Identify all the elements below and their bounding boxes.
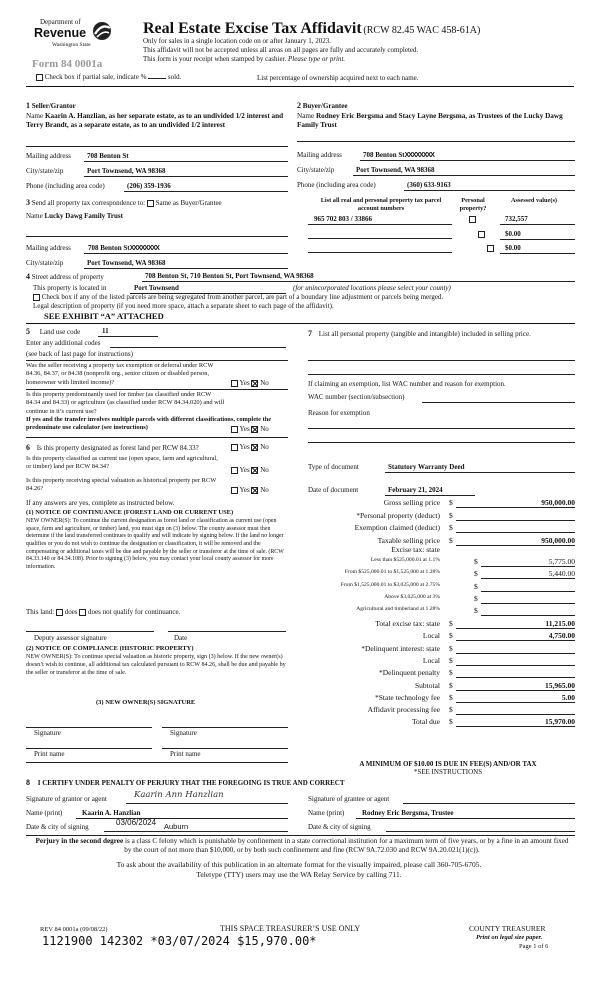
parcel-col-personal: Personal property? bbox=[459, 197, 487, 212]
tax-tier-4-dollar: $ bbox=[474, 606, 478, 616]
total-row-6-value[interactable]: 5.00 bbox=[561, 692, 575, 702]
certify-label: I CERTIFY UNDER PENALTY OF PERJURY THAT THE FOREGOING IS TRUE AND CORRECT bbox=[37, 779, 345, 787]
section7-num: 7 bbox=[308, 329, 312, 338]
segregated-checkbox[interactable] bbox=[33, 294, 40, 301]
forest-yes-checkbox[interactable] bbox=[231, 444, 238, 451]
exemption-question: Was the seller receiving a property tax exemption or deferral under RCW 84.36, 84.37, or 84.38 (nonprofit org., senior citizen or disabled person, homeowner with limited income)? bbox=[26, 362, 214, 386]
timber-question-bold: If yes and the transfer involves multiple parcels with different classifications, complete the predominate use calculator (see instructions) bbox=[26, 416, 272, 432]
segregated-row bbox=[33, 293, 578, 301]
buyer-mailing-struck: XXXXXXXX bbox=[404, 152, 434, 159]
washington-state-text: Washington State bbox=[52, 42, 91, 48]
dor-swirl-icon bbox=[90, 21, 114, 41]
notice-continuance-body: NEW OWNER(S): To continue the current designation as forest land or classification as current use (open space, farm and agriculture, or timber) land, you must sign on (3) below. The county assessor must then determine if the land transferred continues to qualify and will indicate by signing below. If the land no longer qualifies or you do not wish to continue the designation or classification, it will be removed and the compensating or additional taxes will be due and payable by the seller or transferor at the time of sale. (RCW 84.33.140 or 84.34.108). Prior to signing (3) below, you may contact your local county assessor for more information. bbox=[26, 518, 284, 571]
calc-row-2-dollar: $ bbox=[449, 523, 453, 532]
seller-heading: Seller/Grantor bbox=[31, 102, 76, 110]
total-row-0-value[interactable]: 11,215.00 bbox=[545, 619, 575, 628]
does-not-label: does not qualify for continuance. bbox=[88, 608, 181, 616]
seller-name-label: Name bbox=[26, 112, 44, 120]
send-to-city-value[interactable]: Port Townsend, WA 98368 bbox=[87, 259, 166, 267]
property-num: 4 bbox=[26, 272, 30, 281]
send-to-name-value: Lucky Dawg Family Trust bbox=[44, 212, 123, 220]
minimum-due-note: A MINIMUM OF $10.00 IS DUE IN FEE(S) AND/OR TAX bbox=[359, 760, 537, 768]
send-to-label: Send all property tax correspondence to: bbox=[31, 199, 146, 207]
section5-num: 5 bbox=[26, 327, 30, 336]
personal-property-label: List all personal property (tangible and intangible) included in selling price. bbox=[318, 330, 531, 338]
perjury-text: is a class C felony which is punishable by confinement in a state correctional institution for a maximum term of five years, or by a fine in an amount fixed by the court of not more than $10,000, or by both such confinement and fine (RCW 9A.72.030 and RCW 9A.20.021(1)(c)). bbox=[123, 837, 569, 855]
grantee-name-value[interactable]: Rodney Eric Bergsma, Trustee bbox=[362, 809, 454, 817]
buyer-mailing-text: 708 Benton St bbox=[363, 151, 405, 159]
exemption-yes-checkbox[interactable] bbox=[231, 380, 238, 387]
partial-sale-label: Check box if partial sale, indicate % bbox=[44, 73, 147, 81]
yes-label: Yes bbox=[239, 466, 250, 474]
total-row-1-label: Local bbox=[422, 631, 440, 641]
page-number: Page 1 of 6 bbox=[519, 943, 549, 950]
see-instructions-note: *SEE INSTRUCTIONS bbox=[413, 768, 483, 776]
grantee-signature-label: Signature of grantee or agent bbox=[308, 795, 390, 803]
parcel-col-accounts: List all real and personal property tax parcel account numbers bbox=[320, 197, 442, 212]
seller-city-label: City/state/zip bbox=[26, 167, 64, 175]
exemption-reason-label: Reason for exemption bbox=[308, 409, 370, 417]
exemption-no-checkbox[interactable] bbox=[251, 380, 258, 387]
deputy-signature-label: Deputy assessor signature bbox=[34, 634, 107, 642]
grantor-date-city-label: Date & city of signing bbox=[26, 823, 89, 831]
buyer-name-value: Rodney Eric Bergsma and Stacy Layne Bergsma, as Trustees of the Lucky Dawg Family Trust bbox=[297, 112, 563, 129]
property-address-row bbox=[26, 272, 104, 282]
document-type-value[interactable]: Statutory Warranty Deed bbox=[388, 463, 465, 471]
historic-question: Is this property receiving special valuation as historical property per RCW 84.26? bbox=[26, 477, 217, 493]
section8-num: 8 bbox=[26, 778, 30, 787]
send-to-mailing-value[interactable] bbox=[88, 244, 159, 253]
tax-tier-1-label: From $525,000.01 to $1,525,000 at 1.28% bbox=[344, 569, 440, 576]
send-to-mailing-struck: XXXXXXXX bbox=[129, 245, 159, 252]
parcel-personal-checkbox-3[interactable] bbox=[487, 245, 494, 252]
buyer-city-value[interactable]: Port Townsend, WA 98368 bbox=[356, 166, 435, 174]
timber-yes-no bbox=[231, 425, 269, 433]
county-treasurer-label: COUNTY TREASURER bbox=[469, 924, 546, 933]
perjury-notice bbox=[34, 837, 570, 856]
seller-mailing-label: Mailing address bbox=[26, 152, 71, 160]
total-row-5-label: Subtotal bbox=[414, 680, 440, 690]
tax-tier-0-value[interactable]: 5,775.00 bbox=[548, 557, 575, 566]
current-use-yes-checkbox[interactable] bbox=[231, 467, 238, 474]
seller-section bbox=[26, 101, 288, 111]
partial-sale-checkbox[interactable] bbox=[36, 74, 43, 81]
same-as-buyer-label: Same as Buyer/Grantee bbox=[155, 199, 222, 207]
total-row-8-label: Total due bbox=[411, 717, 440, 727]
calc-row-0-label: Gross selling price bbox=[383, 498, 440, 507]
send-to-name-field[interactable] bbox=[26, 212, 123, 220]
total-row-2-label: *Delinquent interest: state bbox=[361, 643, 440, 653]
dept-of-text: Department of bbox=[40, 18, 81, 26]
total-row-5-value[interactable]: 15,965.00 bbox=[545, 680, 575, 690]
does-checkbox[interactable] bbox=[56, 609, 63, 616]
property-address-label: Street address of property bbox=[31, 273, 104, 281]
total-row-6-dollar: $ bbox=[449, 692, 453, 702]
calc-row-0-value[interactable]: 950,000.00 bbox=[541, 498, 575, 507]
grantor-date-value[interactable]: 03/06/2024 bbox=[116, 818, 157, 827]
owner-signature-label-2: Signature bbox=[170, 729, 197, 737]
buyer-phone-value[interactable]: (360) 633-9163 bbox=[407, 181, 451, 189]
buyer-num: 2 bbox=[297, 101, 301, 110]
seller-mailing-value[interactable]: 708 Benton St bbox=[87, 152, 129, 160]
document-date-label: Date of document bbox=[308, 486, 359, 494]
total-row-4-label: *Delinquent penalty bbox=[378, 668, 440, 678]
grantor-name-value[interactable]: Kaarin A. Hanzlian bbox=[82, 809, 141, 817]
certify-row bbox=[26, 778, 345, 788]
notice-compliance-title: (2) NOTICE OF COMPLIANCE (HISTORIC PROPERTY) bbox=[26, 645, 194, 652]
seller-name-value: Kaarin A. Hanzlian, as her separate estate, as to an undivided 1/2 interest and Terry Brandt, as a separate estate, as to an undivided 1/2 interest bbox=[26, 112, 284, 129]
same-as-buyer-checkbox[interactable] bbox=[147, 200, 154, 207]
segregated-label: Check box if any of the listed parcels are being segregated from another parcel, are part of a boundary line adjustment or parcels being merged. bbox=[41, 293, 444, 301]
seller-num: 1 bbox=[26, 101, 30, 110]
property-located-label: This property is located in bbox=[33, 284, 107, 292]
header-note-3-italic: Please type or print. bbox=[288, 55, 346, 63]
owner-print-name-label-2: Print name bbox=[170, 750, 201, 758]
no-label: No bbox=[260, 486, 269, 494]
grantor-city-value[interactable]: Auburn bbox=[164, 822, 189, 831]
this-land-label: This land: bbox=[26, 608, 55, 616]
buyer-section bbox=[297, 101, 575, 111]
timber-no-checkbox[interactable] bbox=[251, 426, 258, 433]
parcel-account-1[interactable]: 965 702 803 / 33866 bbox=[314, 215, 372, 223]
additional-codes-label: Enter any additional codes bbox=[26, 339, 101, 347]
new-owner-signature-title: (3) NEW OWNER(S) SIGNATURE bbox=[96, 699, 196, 706]
current-use-question: Is this property classified as current use (open space, farm and agricultural, or timber) land per RCW 84.34? bbox=[26, 455, 218, 471]
calc-row-3-label: Taxable selling price bbox=[377, 535, 440, 545]
buyer-phone-label: Phone (including area code) bbox=[297, 181, 376, 189]
current-use-no-checkbox[interactable] bbox=[251, 467, 258, 474]
forest-no-checkbox[interactable] bbox=[251, 444, 258, 451]
send-to-num: 3 bbox=[26, 198, 30, 207]
ownership-note: List percentage of ownership acquired next to each name. bbox=[257, 74, 419, 82]
total-row-4-dollar: $ bbox=[449, 668, 453, 678]
header-note-3-text: This form is your receipt when stamped by cashier. bbox=[143, 55, 287, 63]
tax-tier-2-dollar: $ bbox=[474, 581, 478, 591]
does-label: does bbox=[64, 608, 78, 616]
dor-logo bbox=[30, 18, 120, 58]
partial-sold-label: sold. bbox=[167, 73, 182, 81]
header-note-3 bbox=[143, 55, 345, 63]
yes-label: Yes bbox=[239, 379, 250, 387]
historic-no-checkbox[interactable] bbox=[251, 487, 258, 494]
parcel-personal-checkbox-1[interactable] bbox=[469, 216, 476, 223]
parcel-value-2[interactable]: $0.00 bbox=[505, 230, 521, 238]
yes-label: Yes bbox=[239, 486, 250, 494]
document-type-label: Type of document bbox=[308, 463, 359, 471]
total-row-0-dollar: $ bbox=[449, 619, 453, 628]
form-citation: (RCW 82.45 WAC 458-61A) bbox=[363, 25, 481, 36]
partial-sale-row bbox=[36, 73, 181, 81]
additional-codes-note: (see back of last page for instructions) bbox=[26, 350, 133, 358]
personal-property-row bbox=[308, 328, 576, 340]
excise-tax-state-label: Excise tax: state bbox=[391, 545, 440, 554]
total-row-7-dollar: $ bbox=[449, 705, 453, 715]
land-use-row bbox=[26, 327, 80, 337]
no-label: No bbox=[260, 443, 269, 451]
notice-continuance-title: (1) NOTICE OF CONTINUANCE (FOREST LAND OR CURRENT USE) bbox=[26, 509, 234, 516]
owner-signature-label-1: Signature bbox=[34, 729, 61, 737]
total-row-8-dollar: $ bbox=[449, 717, 453, 727]
revision-code: REV 84 0001a (09/08/22) bbox=[40, 926, 108, 933]
tax-tier-1-value[interactable]: 5,440.00 bbox=[548, 569, 575, 579]
send-to-heading bbox=[26, 198, 222, 208]
historic-yes-no bbox=[231, 486, 269, 494]
document-date-value[interactable]: February 21, 2024 bbox=[388, 486, 443, 494]
grantor-signature[interactable]: Kaarin Ann Hanzlian bbox=[134, 790, 224, 800]
form-title bbox=[143, 19, 480, 38]
form-number: Form 84 0001a bbox=[32, 58, 103, 70]
seller-phone-value[interactable]: (206) 359-1936 bbox=[127, 182, 171, 190]
perjury-bold: Perjury in the second degree bbox=[35, 837, 124, 845]
tax-tier-1-dollar: $ bbox=[474, 569, 478, 579]
current-use-yes-no bbox=[231, 466, 269, 474]
exemption-claim-label: If claiming an exemption, list WAC number and reason for exemption. bbox=[308, 380, 506, 388]
buyer-city-label: City/state/zip bbox=[297, 166, 335, 174]
legal-description-value[interactable]: SEE EXHIBIT “A” ATTACHED bbox=[44, 311, 164, 321]
historic-yes-checkbox[interactable] bbox=[231, 487, 238, 494]
buyer-mailing-label: Mailing address bbox=[297, 151, 342, 159]
seller-phone-label: Phone (including area code) bbox=[26, 182, 105, 190]
grantee-date-city-label: Date & city of signing bbox=[308, 823, 371, 831]
tax-tier-0-dollar: $ bbox=[474, 557, 478, 566]
total-row-6-label: *State technology fee bbox=[375, 692, 440, 702]
calc-row-3-dollar: $ bbox=[449, 535, 453, 545]
total-row-3-label: Local bbox=[422, 655, 440, 665]
section6-num: 6 bbox=[26, 443, 30, 452]
no-label: No bbox=[260, 379, 269, 387]
tax-tier-3-dollar: $ bbox=[474, 593, 478, 603]
header-note-2: This affidavit will not be accepted unless all areas on all pages are fully and accurately completed. bbox=[143, 46, 419, 54]
property-address-value[interactable]: 708 Benton St, 710 Benton St, Port Townsend, WA 98368 bbox=[145, 272, 314, 280]
send-to-mailing-label: Mailing address bbox=[26, 244, 71, 252]
property-located-value[interactable]: Port Townsend bbox=[134, 284, 179, 292]
grantor-signature-label: Signature of grantor or agent bbox=[26, 795, 107, 803]
send-to-name-label: Name bbox=[26, 212, 43, 220]
total-row-3-dollar: $ bbox=[449, 655, 453, 665]
section6-intro: If any answers are yes, complete as instructed below. bbox=[26, 499, 175, 507]
calc-row-1-dollar: $ bbox=[449, 510, 453, 520]
calc-row-2-label: Exemption claimed (deduct) bbox=[354, 523, 440, 532]
total-row-2-dollar: $ bbox=[449, 643, 453, 653]
legal-description-label: Legal description of property (if you need more space, attach a separate sheet to each page of the affidavit). bbox=[33, 302, 334, 310]
yes-label: Yes bbox=[239, 443, 250, 451]
forest-yes-no bbox=[231, 443, 269, 451]
treasurer-receipt-stamp: 1121900 142302 *03/07/2024 $15,970.00* bbox=[42, 934, 317, 948]
legal-paper-note: Print on legal size paper. bbox=[476, 934, 543, 941]
total-row-1-value[interactable]: 4,750.00 bbox=[548, 631, 575, 641]
land-use-value[interactable]: 11 bbox=[102, 327, 109, 335]
buyer-name-label: Name bbox=[297, 112, 315, 120]
header-note-1: Only for sales in a single location code on or after January 1, 2023. bbox=[143, 37, 331, 45]
total-row-1-dollar: $ bbox=[449, 631, 453, 641]
grantee-name-label: Name (print) bbox=[308, 809, 345, 817]
alt-format-notice: To ask about the availability of this publication in an alternate format for the visually impaired, please call 360-705-6705. Teletype (TTY) users may use the WA Relay Service by calling 711. bbox=[116, 860, 482, 880]
does-not-checkbox[interactable] bbox=[79, 609, 86, 616]
buyer-name-field[interactable] bbox=[297, 112, 575, 130]
parcel-value-3[interactable]: $0.00 bbox=[505, 244, 521, 252]
parcel-personal-checkbox-2[interactable] bbox=[478, 231, 485, 238]
grantor-name-label: Name (print) bbox=[26, 809, 63, 817]
owner-print-name-label-1: Print name bbox=[34, 750, 65, 758]
total-row-5-dollar: $ bbox=[449, 680, 453, 690]
buyer-heading: Buyer/Grantee bbox=[302, 102, 348, 110]
seller-name-field[interactable] bbox=[26, 112, 288, 130]
calc-row-0-dollar: $ bbox=[449, 498, 453, 507]
tax-tier-2-label: From $1,525,000.01 to $3,025,000 at 2.75% bbox=[340, 581, 440, 588]
parcel-value-1[interactable]: 732,557 bbox=[505, 215, 528, 223]
land-use-label: Land use code bbox=[39, 328, 81, 336]
parcel-col-assessed: Assessed value(s) bbox=[510, 197, 557, 204]
no-label: No bbox=[260, 466, 269, 474]
total-row-0-label: Total excise tax: state bbox=[375, 619, 440, 628]
buyer-mailing-value[interactable] bbox=[363, 151, 434, 160]
send-to-mailing-text: 708 Benton St bbox=[88, 244, 130, 252]
wac-number-label: WAC number (section/subsection) bbox=[308, 393, 405, 401]
exemption-yes-no bbox=[231, 379, 269, 387]
seller-city-value[interactable]: Port Townsend, WA 98368 bbox=[87, 167, 166, 175]
deputy-date-label: Date bbox=[174, 634, 188, 642]
total-row-7-label: Affidavit processing fee bbox=[367, 705, 440, 715]
forest-question: Is this property designated as forest land per RCW 84.33? bbox=[36, 444, 199, 452]
yes-label: Yes bbox=[239, 425, 250, 433]
tax-tier-3-label: Above $3,025,000 at 3% bbox=[384, 593, 440, 600]
calc-row-3-value[interactable]: 950,000.00 bbox=[541, 535, 575, 545]
send-to-city-label: City/state/zip bbox=[26, 259, 64, 267]
tax-tier-4-label: Agricultural and timberland at 1.28% bbox=[356, 606, 440, 613]
qualify-row bbox=[26, 608, 180, 616]
calc-row-1-label: *Personal property (deduct) bbox=[356, 510, 440, 520]
tax-tier-0-label: Less than $525,000.01 at 1.1% bbox=[370, 557, 440, 563]
form-title-text: Real Estate Excise Tax Affidavit bbox=[143, 20, 362, 37]
timber-question: Is this property predominantly used for timber (as classified under RCW 84.34 and 84.33) or agriculture (as classified under RCW 84.34.020) and will continue in it’s current use? bbox=[26, 391, 225, 415]
no-label: No bbox=[260, 425, 269, 433]
treasurer-space-label: THIS SPACE TREASURER’S USE ONLY bbox=[220, 924, 361, 933]
total-row-8-value[interactable]: 15,970.00 bbox=[545, 717, 575, 727]
forest-question-row bbox=[26, 443, 231, 453]
property-located-note: (for unincorporated locations please select your county) bbox=[293, 284, 451, 292]
timber-yes-checkbox[interactable] bbox=[231, 426, 238, 433]
notice-compliance-body: NEW OWNER(S): To continue special valuation as historic property, sign (3) below. If the new owner(s) doesn’t wish to continue, all additional tax calculated pursuant to RCW 84.26, shall be due and payable by the seller or transferor at the time of sale. bbox=[26, 654, 286, 676]
revenue-wordmark: Revenue bbox=[34, 26, 87, 40]
